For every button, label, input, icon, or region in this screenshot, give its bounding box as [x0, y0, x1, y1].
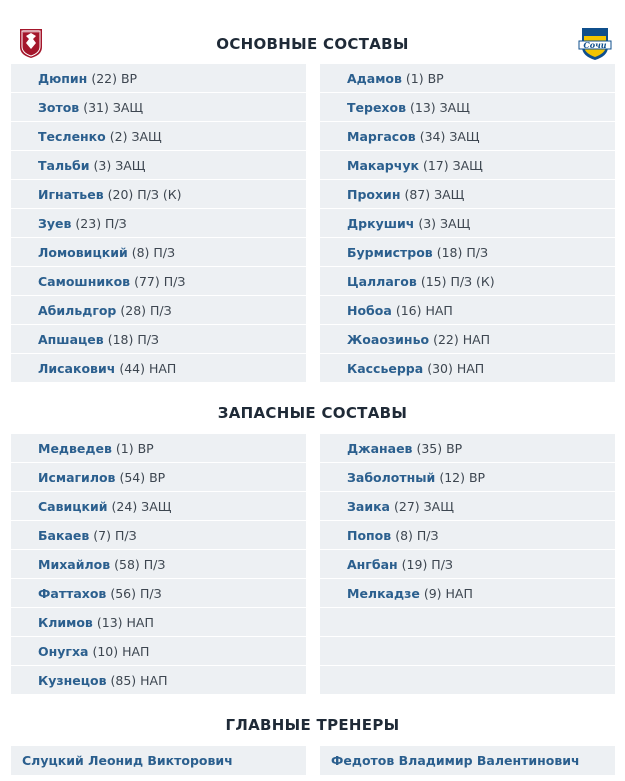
player-row[interactable]	[320, 521, 615, 550]
player-row[interactable]	[320, 122, 615, 151]
player-name[interactable]: Цаллагов	[347, 273, 417, 289]
player-row[interactable]	[11, 93, 306, 122]
player-row[interactable]	[11, 463, 306, 492]
player-row[interactable]	[320, 209, 615, 238]
player-row[interactable]	[11, 637, 306, 666]
starting-home-list	[11, 64, 306, 383]
player-number-position: (19) П/З	[401, 556, 453, 572]
player-number-position: (24) ЗАЩ	[111, 498, 172, 514]
player-number-position: (15) П/З (К)	[420, 273, 495, 289]
player-name[interactable]: Бакаев	[38, 527, 90, 543]
player-number-position: (3) ЗАЩ	[418, 215, 471, 231]
player-name[interactable]: Исмагилов	[38, 469, 116, 485]
player-row[interactable]	[11, 180, 306, 209]
player-name[interactable]: Жоаозиньо	[347, 331, 430, 347]
player-row[interactable]	[11, 666, 306, 695]
player-name[interactable]: Фаттахов	[38, 585, 107, 601]
player-row[interactable]	[320, 151, 615, 180]
player-name[interactable]: Тальби	[38, 157, 90, 173]
player-number-position: (35) ВР	[416, 440, 463, 456]
player-name[interactable]: Кузнецов	[38, 672, 107, 688]
player-row[interactable]	[320, 550, 615, 579]
player-number-position: (54) ВР	[119, 469, 166, 485]
svg-text:Сочи: Сочи	[583, 40, 607, 50]
head-coaches-title: ГЛАВНЫЕ ТРЕНЕРЫ	[225, 716, 400, 734]
player-row[interactable]	[320, 579, 615, 608]
player-number-position: (8) П/З	[131, 244, 176, 260]
player-name[interactable]: Онугха	[38, 643, 89, 659]
player-number-position: (9) НАП	[423, 585, 473, 601]
player-row[interactable]	[320, 325, 615, 354]
player-number-position: (58) П/З	[114, 556, 166, 572]
player-name[interactable]: Прохин	[347, 186, 401, 202]
player-name[interactable]: Михайлов	[38, 556, 111, 572]
player-number-position: (10) НАП	[92, 643, 150, 659]
player-row[interactable]	[11, 492, 306, 521]
player-number-position: (12) ВР	[439, 469, 486, 485]
player-number-position: (44) НАП	[119, 360, 177, 376]
player-number-position: (1) ВР	[115, 440, 154, 456]
player-name[interactable]: Зуев	[38, 215, 72, 231]
player-name[interactable]: Самошников	[38, 273, 131, 289]
player-name[interactable]: Тесленко	[38, 128, 106, 144]
player-name[interactable]: Маргасов	[347, 128, 416, 144]
player-row[interactable]	[320, 64, 615, 93]
player-number-position: (16) НАП	[395, 302, 453, 318]
player-number-position: (31) ЗАЩ	[83, 99, 144, 115]
empty-row	[320, 608, 615, 637]
player-name[interactable]: Попов	[347, 527, 392, 543]
player-name[interactable]: Заика	[347, 498, 390, 514]
player-row[interactable]	[320, 238, 615, 267]
player-number-position: (18) П/З	[436, 244, 488, 260]
subs-away-list	[320, 434, 615, 695]
player-number-position: (77) П/З	[134, 273, 186, 289]
player-row[interactable]	[11, 550, 306, 579]
starting-lineups-title: ОСНОВНЫЕ СОСТАВЫ	[216, 35, 409, 53]
player-name[interactable]: Зотов	[38, 99, 80, 115]
player-row[interactable]	[320, 93, 615, 122]
player-name[interactable]: Климов	[38, 614, 93, 630]
player-number-position: (13) НАП	[96, 614, 154, 630]
player-row[interactable]	[11, 434, 306, 463]
player-name[interactable]: Ангбан	[347, 556, 398, 572]
player-name[interactable]: Макарчук	[347, 157, 419, 173]
player-number-position: (56) П/З	[110, 585, 162, 601]
player-name[interactable]: Бурмистров	[347, 244, 433, 260]
player-row[interactable]	[11, 64, 306, 93]
player-row[interactable]	[11, 267, 306, 296]
player-name[interactable]: Апшацев	[38, 331, 104, 347]
player-number-position: (18) П/З	[107, 331, 159, 347]
player-number-position: (28) П/З	[120, 302, 172, 318]
player-number-position: (85) НАП	[110, 672, 168, 688]
empty-row	[320, 637, 615, 666]
player-row[interactable]	[320, 354, 615, 383]
player-row[interactable]	[320, 492, 615, 521]
away-coach[interactable]: Федотов Владимир Валентинович	[320, 746, 615, 775]
player-name[interactable]: Лисакович	[38, 360, 116, 376]
player-row[interactable]	[11, 238, 306, 267]
player-number-position: (87) ЗАЩ	[404, 186, 465, 202]
player-number-position: (2) ЗАЩ	[109, 128, 162, 144]
player-name[interactable]: Адамов	[347, 70, 402, 86]
player-name[interactable]: Заболотный	[347, 469, 436, 485]
player-row[interactable]	[320, 463, 615, 492]
player-name[interactable]: Дркушич	[347, 215, 415, 231]
empty-row	[320, 666, 615, 695]
player-row[interactable]	[11, 325, 306, 354]
player-row[interactable]	[11, 209, 306, 238]
player-number-position: (7) П/З	[93, 527, 137, 543]
player-number-position: (34) ЗАЩ	[419, 128, 480, 144]
player-number-position: (22) НАП	[433, 331, 491, 347]
substitutes-title: ЗАПАСНЫЕ СОСТАВЫ	[217, 404, 408, 422]
player-number-position: (17) ЗАЩ	[422, 157, 483, 173]
player-row[interactable]	[11, 579, 306, 608]
player-name[interactable]: Мелкадзе	[347, 585, 420, 601]
player-name[interactable]: Ломовицкий	[38, 244, 128, 260]
player-name[interactable]: Терехов	[347, 99, 406, 115]
player-row[interactable]	[11, 521, 306, 550]
player-number-position: (23) П/З	[75, 215, 127, 231]
player-name[interactable]: Дюпин	[38, 70, 88, 86]
player-number-position: (1) ВР	[405, 70, 444, 86]
player-number-position: (22) ВР	[91, 70, 138, 86]
player-row[interactable]	[11, 122, 306, 151]
player-number-position: (13) ЗАЩ	[410, 99, 470, 115]
player-name[interactable]: Савицкий	[38, 498, 108, 514]
player-row[interactable]	[11, 354, 306, 383]
player-row[interactable]	[11, 296, 306, 325]
starting-away-list	[320, 64, 615, 383]
subs-home-list	[11, 434, 306, 695]
player-name[interactable]: Абильдгор	[38, 302, 117, 318]
player-row[interactable]	[320, 267, 615, 296]
player-name[interactable]: Игнатьев	[38, 186, 104, 202]
player-row[interactable]	[320, 296, 615, 325]
player-number-position: (20) П/З (К)	[107, 186, 182, 202]
player-row[interactable]	[320, 434, 615, 463]
player-name[interactable]: Нобоа	[347, 302, 392, 318]
player-number-position: (30) НАП	[427, 360, 485, 376]
player-name[interactable]: Медведев	[38, 440, 112, 456]
player-row[interactable]	[11, 608, 306, 637]
home-coach[interactable]: Слуцкий Леонид Викторович	[11, 746, 306, 775]
player-name[interactable]: Кассьерра	[347, 360, 424, 376]
player-number-position: (27) ЗАЩ	[394, 498, 454, 514]
player-name[interactable]: Джанаев	[347, 440, 413, 456]
player-number-position: (8) П/З	[395, 527, 439, 543]
player-row[interactable]	[320, 180, 615, 209]
player-row[interactable]	[11, 151, 306, 180]
player-number-position: (3) ЗАЩ	[93, 157, 146, 173]
